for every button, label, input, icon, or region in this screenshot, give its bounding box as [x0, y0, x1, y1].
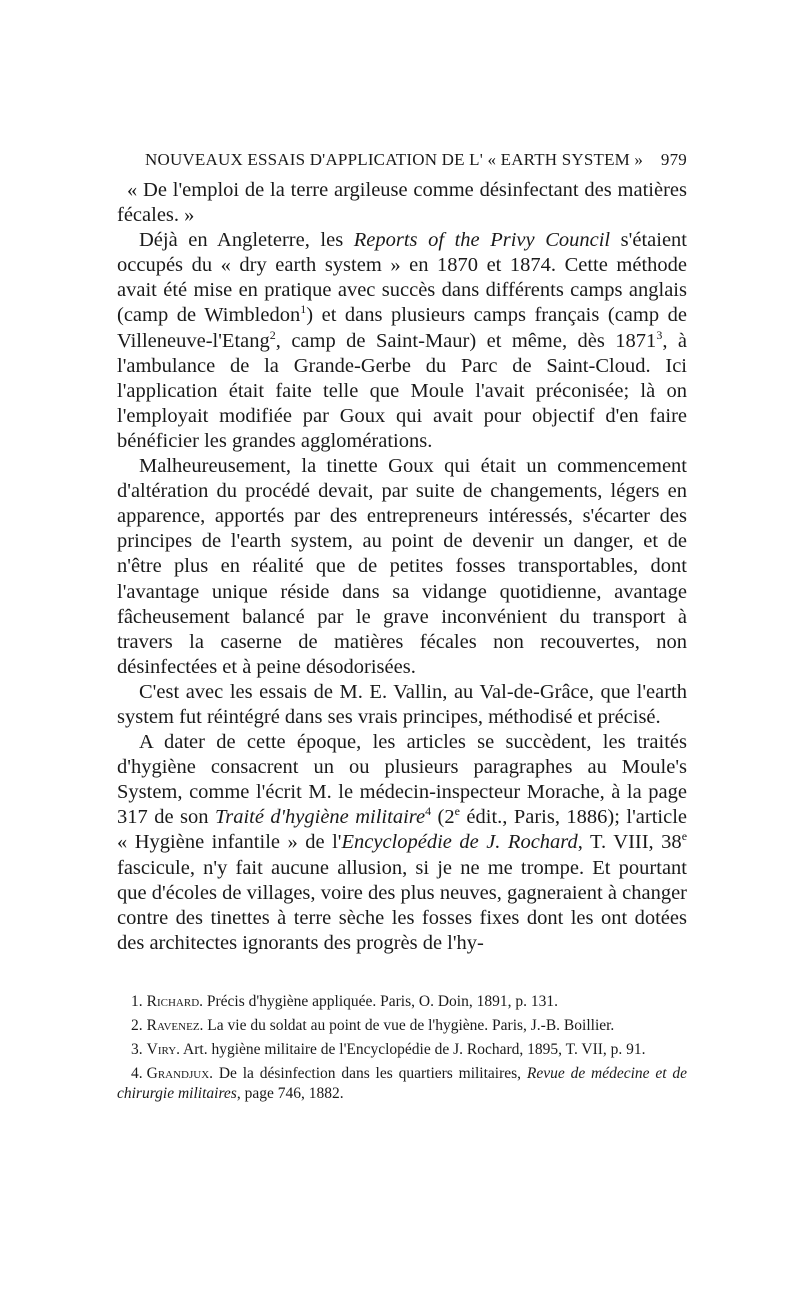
p5-text-b: (2	[431, 806, 455, 829]
footnote-4-text-a: . De la désinfection dans les quartiers militaires,	[209, 1064, 527, 1082]
footnote-ref-2: 2	[269, 327, 276, 342]
p5-text-e: fascicule, n'y fait aucune allusion, si je ne me trompe. Et pourtant que d'écoles de villages, voire des plus neuves, gagneraient à changer contre des tinettes à terre sèche les fosses fixes dont les ont dotées des architectes ignorants des progrès de l'hy-	[117, 856, 687, 954]
p5-sup-fascicule: e	[681, 829, 688, 844]
p2-text-e: , à l'ambulance de la Grande-Gerbe du Parc de Saint-Cloud. Ici l'application était faite telle que Moule l'avait préconisée; là on l'employait modifiée par Goux qui avait pour objectif d'en faire bénéficier les grandes agglomérations.	[117, 329, 687, 452]
footnote-1	[117, 992, 687, 1012]
footnote-2-number: 2.	[131, 1016, 143, 1034]
body-text	[117, 178, 687, 956]
footnote-2-author: Ravenez	[146, 1016, 200, 1034]
paragraph-5	[117, 730, 687, 956]
footnote-4	[117, 1064, 687, 1104]
p5-italic-traite: Traité d'hygiène militaire	[214, 806, 426, 829]
footnote-1-number: 1.	[131, 992, 143, 1010]
footnote-3-number: 3.	[131, 1040, 143, 1058]
footnotes	[117, 992, 687, 1104]
footnote-1-author: Richard	[146, 992, 200, 1010]
footnote-4-text-b: , page 746, 1882.	[236, 1084, 344, 1102]
footnote-3-text: . Art. hygiène militaire de l'Encyclopédie de J. Rochard, 1895, T. VII, p. 91.	[176, 1040, 646, 1058]
p5-sup-edition: e	[454, 804, 460, 819]
footnote-ref-4: 4	[425, 804, 432, 819]
p2-text-a: Déjà en Angleterre, les	[139, 229, 354, 252]
paragraph-1: « De l'emploi de la terre argileuse comme désinfectant des matières fécales. »	[117, 179, 687, 227]
running-head	[145, 150, 687, 176]
p5-text-a: A dater de cette époque, les articles se succèdent, les traités d'hygiène consacrent un ou plusieurs paragraphes au Moule's System, comme l'écrit M. le médecin-inspecteur Morache, à la page 317 de son	[117, 731, 687, 829]
footnote-4-author: Grandjux	[146, 1064, 210, 1082]
paragraph-4: C'est avec les essais de M. E. Vallin, au Val-de-Grâce, que l'earth system fut réintégré dans ses vrais principes, méthodisé et précisé.	[117, 680, 687, 728]
book-page	[117, 150, 687, 1108]
p2-text-d: , camp de Saint-Maur) et même, dès 1871	[275, 329, 657, 352]
p2-text-b: s'étaient occupés du « dry earth system » en 1870 et 1874. Cette méthode avait été mise en pratique avec succès dans différents camps anglais (camp de Wimbledon	[117, 229, 687, 327]
p5-text-d: , T. VIII, 38	[577, 831, 682, 854]
p5-text-c: édit., Paris, 1886); l'article « Hygiène infantile » de l'	[117, 806, 688, 854]
paragraph-2	[117, 228, 687, 454]
paragraph-3: Malheureusement, la tinette Goux qui était un commencement d'altération du procédé devait, par suite de changements, légers en apparence, apportés par des entrepreneurs intéressés, s'écarter des principes de l'earth system, au point de devenir un danger, et de n'être plus en réalité que de petites fosses transportables, dont l'avantage unique réside dans sa vidange quotidienne, avantage fâcheusement balancé par le grave inconvénient du transport à travers la caserne de matières fécales non recouvertes, non désinfectées et à peine désodorisées.	[117, 455, 687, 678]
footnote-4-italic-revue: Revue de médecine et de chirurgie militaires	[117, 1064, 687, 1102]
running-head-title: NOUVEAUX ESSAIS D'APPLICATION DE L' « EARTH SYSTEM »	[145, 150, 644, 169]
p2-italic-reports: Reports of the Privy Council	[353, 229, 611, 252]
footnote-ref-1: 1	[300, 302, 307, 317]
p2-text-c: ) et dans plusieurs camps français (camp de Villeneuve-l'Etang	[117, 304, 687, 352]
footnote-2-text: . La vie du soldat au point de vue de l'hygiène. Paris, J.-B. Boillier.	[199, 1016, 615, 1034]
footnote-3	[117, 1040, 687, 1060]
footnote-3-author: Viry	[146, 1040, 177, 1058]
footnote-ref-3: 3	[656, 327, 663, 342]
footnote-1-text: . Précis d'hygiène appliquée. Paris, O. Doin, 1891, p. 131.	[199, 992, 558, 1010]
p5-italic-encyclopedie: Encyclopédie de J. Rochard	[341, 831, 578, 854]
footnote-2	[117, 1016, 687, 1036]
footnote-4-number: 4.	[131, 1064, 143, 1082]
page-number: 979	[660, 150, 687, 169]
